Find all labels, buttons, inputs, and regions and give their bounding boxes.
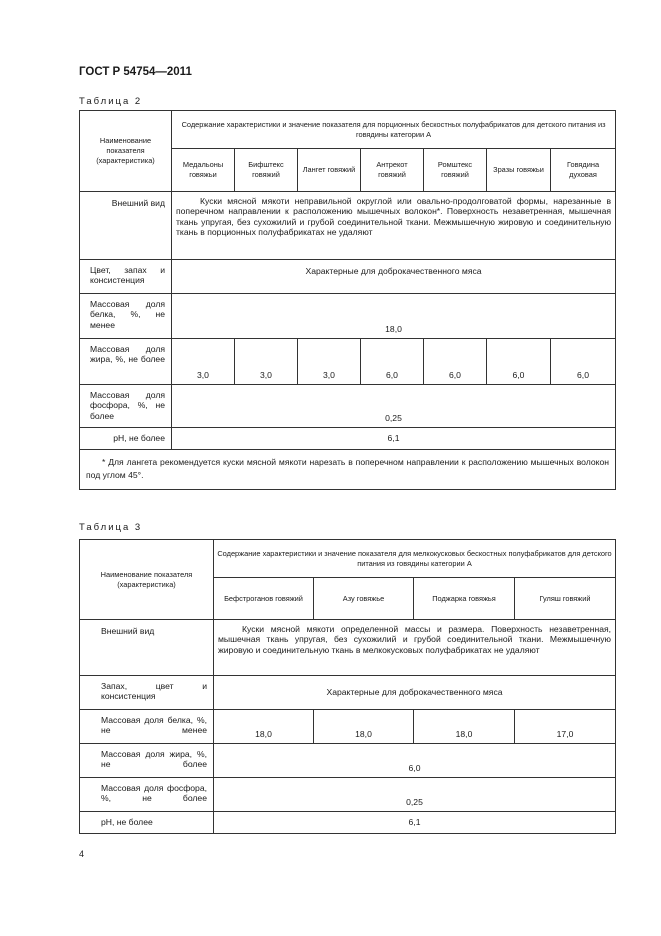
table2-fat-value: 6,0 bbox=[361, 339, 424, 385]
table2-col-zrazy: Зразы говяжьи bbox=[487, 149, 551, 192]
table2-col-entrecote: Антрекот говяжий bbox=[361, 149, 424, 192]
table3-row-ph-value: 6,1 bbox=[214, 812, 616, 834]
table2-caption: Таблица 2 bbox=[79, 96, 143, 107]
table2-col-medallions: Медальоны говяжьи bbox=[172, 149, 235, 192]
table3-col-stroganoff: Бефстроганов говяжий bbox=[214, 578, 314, 620]
table2-row-color-label: Цвет, запах и консистенция bbox=[80, 260, 172, 294]
table3-protein-value: 18,0 bbox=[314, 710, 414, 744]
table2-col-beefsteak: Бифштекс говяжий bbox=[235, 149, 298, 192]
table3-group-header: Содержание характеристики и значение показателя для мелкокусковых бескостных полуфабрикатов для детского питания из говядины категории А bbox=[214, 540, 616, 578]
table2-row-protein-label: Массовая доля белка, %, не менее bbox=[80, 294, 172, 339]
table2-col-rumpsteak: Ромштекс говяжий bbox=[424, 149, 487, 192]
table2 bbox=[79, 110, 616, 490]
table2-row-ph-value: 6,1 bbox=[172, 428, 616, 450]
table2-row-color-value: Характерные для доброкачественного мяса bbox=[172, 260, 616, 294]
table3-row-appearance-value: Куски мясной мякоти определенной массы и размера. Поверхность незаветренная, мышечная ткань упругая, без сухожилий и грубой соединительной ткани. Межмышечную жировую и соединительную ткань в мелкокусковых полуфабрикатах не удаляют bbox=[214, 620, 616, 676]
table3-row-phosphorus-label: Массовая доля фосфора, %, не более bbox=[80, 778, 214, 812]
table2-row-phosphorus-label: Массовая доля фосфора, %, не более bbox=[80, 385, 172, 428]
table2-row-appearance-label: Внешний вид bbox=[80, 192, 172, 260]
table2-col-braised-beef: Говядина духовая bbox=[551, 149, 616, 192]
document-code: ГОСТ Р 54754—2011 bbox=[79, 66, 192, 78]
table3-col-podzharka: Поджарка говяжья bbox=[414, 578, 515, 620]
table2-row-appearance-value: Куски мясной мякоти неправильной округлой или овально-продолговатой формы, нарезанные в поперечном направлении к расположению мышечных волокон*. Поверхность незаветренная, мышечная ткань упругая, без сухожилий и грубой соединительной ткани. Межмышечную жировую и соединительную ткань в порционных полуфабрикатах не удаляют bbox=[172, 192, 616, 260]
table2-fat-value: 6,0 bbox=[551, 339, 616, 385]
table3-col-azu: Азу говяжье bbox=[314, 578, 414, 620]
table2-group-header: Содержание характеристики и значение показателя для порционных бескостных полуфабрикатов для детского питания из говядины категории А bbox=[172, 111, 616, 149]
table3 bbox=[79, 539, 616, 834]
table3-row-smell-value: Характерные для доброкачественного мяса bbox=[214, 676, 616, 710]
table3-name-header: Наименование показателя (характеристика) bbox=[80, 540, 214, 620]
table2-row-fat-label: Массовая доля жира, %, не более bbox=[80, 339, 172, 385]
table3-protein-value: 18,0 bbox=[214, 710, 314, 744]
table3-protein-value: 18,0 bbox=[414, 710, 515, 744]
table2-fat-value: 6,0 bbox=[424, 339, 487, 385]
table2-row-ph-label: pH, не более bbox=[80, 428, 172, 450]
table3-protein-value: 17,0 bbox=[515, 710, 616, 744]
table3-caption: Таблица 3 bbox=[79, 522, 143, 533]
table2-fat-value: 3,0 bbox=[172, 339, 235, 385]
table2-name-header: Наименование показателя (характеристика) bbox=[80, 111, 172, 192]
table3-row-ph-label: pH, не более bbox=[80, 812, 214, 834]
table2-fat-value: 6,0 bbox=[487, 339, 551, 385]
table3-row-smell-label: Запах, цвет и консистенция bbox=[80, 676, 214, 710]
table2-row-phosphorus-value: 0,25 bbox=[172, 385, 616, 428]
table2-fat-value: 3,0 bbox=[298, 339, 361, 385]
table3-row-fat-value: 6,0 bbox=[214, 744, 616, 778]
table2-footnote: * Для лангета рекомендуется куски мясной мякоти нарезать в поперечном направлении к расположению мышечных волокон под углом 45°. bbox=[80, 450, 616, 490]
table2-col-langet: Лангет говяжий bbox=[298, 149, 361, 192]
page-number: 4 bbox=[79, 849, 85, 859]
table2-row-protein-value: 18,0 bbox=[172, 294, 616, 339]
table3-row-appearance-label: Внешний вид bbox=[80, 620, 214, 676]
table3-col-goulash: Гуляш говяжий bbox=[515, 578, 616, 620]
table3-row-phosphorus-value: 0,25 bbox=[214, 778, 616, 812]
table2-fat-value: 3,0 bbox=[235, 339, 298, 385]
table3-row-fat-label: Массовая доля жира, %, не более bbox=[80, 744, 214, 778]
table3-row-protein-label: Массовая доля белка, %, не менее bbox=[80, 710, 214, 744]
